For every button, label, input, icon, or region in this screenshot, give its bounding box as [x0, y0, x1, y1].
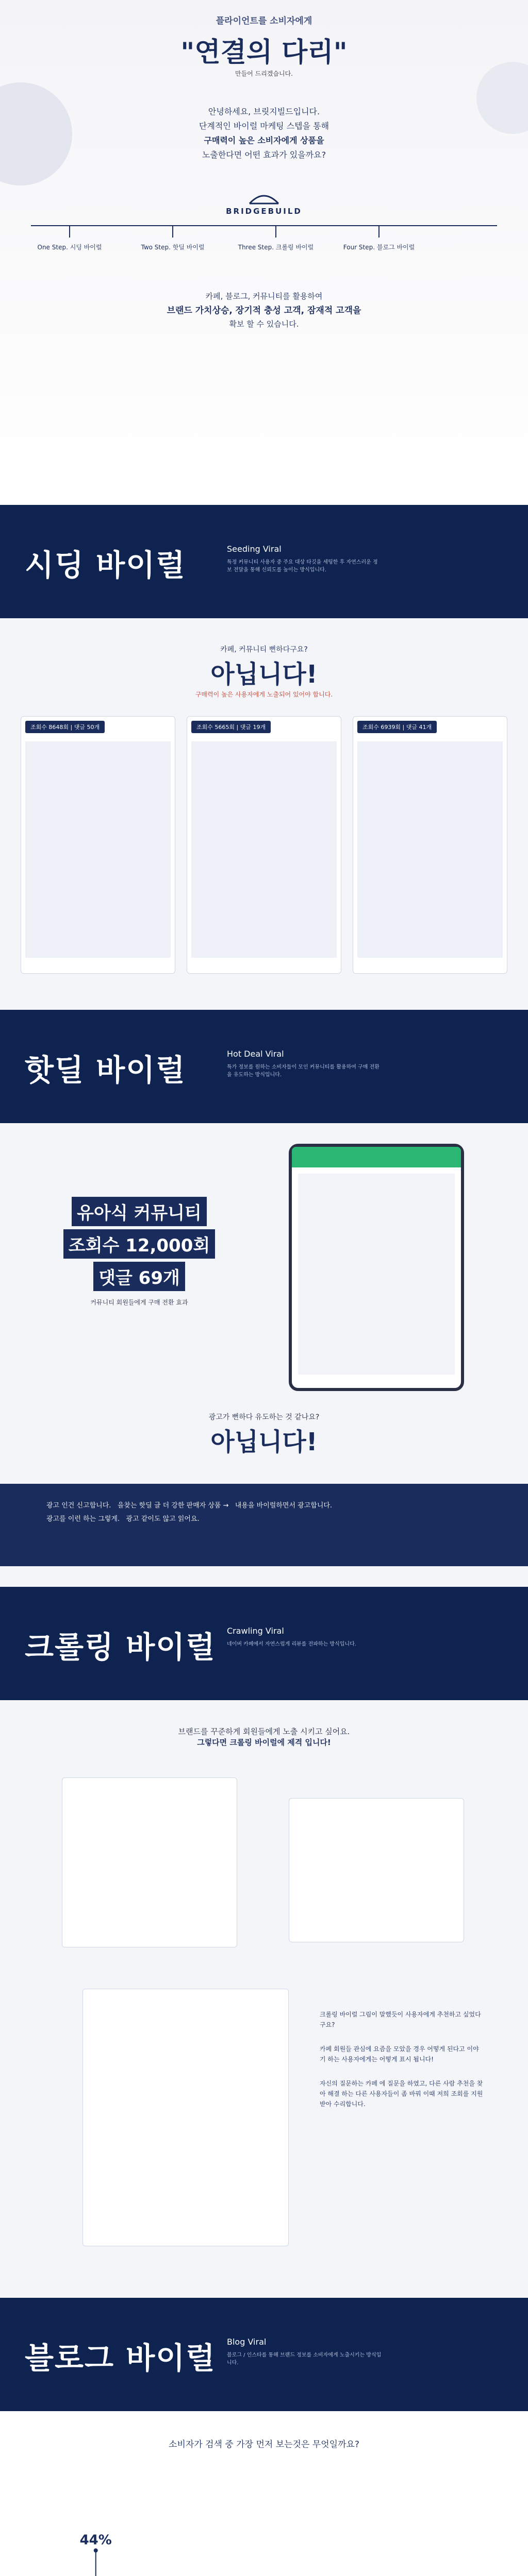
- hotdeal-points: [0, 1484, 528, 1566]
- blog-question: 소비자가 검색 중 가장 먼저 보는것은 무엇일까요?: [169, 2439, 359, 2450]
- hotdeal-question: 광고가 뻔하다 유도하는 것 같나요?: [208, 1413, 320, 1421]
- stat-line: 유아식 커뮤니티: [72, 1197, 207, 1226]
- section-en: Hot Deal Viral: [227, 1049, 284, 1059]
- section-en: Crawling Viral: [227, 1626, 284, 1636]
- post-card: [21, 716, 175, 974]
- seeding-question: 카페, 커뮤니티 뻔하다구요?: [220, 646, 308, 654]
- section-desc: 특가 정보를 원하는 소비자들이 모인 커뮤니티를 활용하여 구매 전환을 유도하는 방식입니다.: [227, 1064, 380, 1078]
- section-desc: 블로그 / 인스타를 통해 브랜드 정보를 소비자에게 노출시키는 방식입니다.: [227, 2352, 382, 2366]
- step-label: Three Step. 크롤링 바이럴: [238, 244, 314, 251]
- post-card: [187, 716, 341, 974]
- step-label: Two Step. 핫딜 바이럴: [141, 244, 205, 251]
- post-stat: 조회수 5665회 | 댓글 19개: [191, 721, 271, 733]
- summary-line: 카페, 블로그, 커뮤니티를 활용하여: [205, 292, 323, 301]
- phone-mockup: [289, 1144, 464, 1391]
- stat-line: 조회수 12,000회: [63, 1229, 215, 1259]
- intro-line: 노출한다면 어떤 효과가 있을까요?: [202, 150, 326, 160]
- bridge-icon: [249, 191, 279, 205]
- side-note: 크롤링 바이럴 그림이 말했듯이 사용자에게 추천하고 싶었다구요?: [320, 2011, 481, 2029]
- cafe-list-card: [62, 1777, 237, 1947]
- decor-blob: [0, 82, 72, 185]
- point: 내용을 바이럴하면서 광고합니다.: [235, 1502, 333, 1510]
- hero-title: "연결의 다리": [180, 37, 348, 68]
- blog-section: [0, 2411, 528, 2576]
- hotdeal-answer: 아닙니다!: [210, 1428, 318, 1456]
- section-title: 크롤링 바이럴: [25, 1630, 216, 1665]
- hotdeal-banner: [0, 1010, 528, 1123]
- hero-subtitle: 플라이언트를 소비자에게: [216, 16, 312, 26]
- intro-line: 단계적인 바이럴 마케팅 스텝을 통해: [199, 121, 329, 131]
- crawl-banner: [0, 1587, 528, 1700]
- brand-name: BRIDGEBUILD: [226, 207, 302, 216]
- chart-point: [94, 2548, 98, 2552]
- side-note: 카페 회원들 관심에 요즘을 모았을 경우 어떻게 된다고 이야기 하는 사용자에게는 어떻게 표시 됩니다!: [320, 2045, 479, 2063]
- hero-note: 만들어 드리겠습니다.: [235, 70, 293, 77]
- side-note: 자신의 질문하는 카페 에 질문을 하였고, 다른 사람 추천을 찾아 해결 하는 다른 사용자들이 좀 바꿔 이때 저희 조회를 지원 받아 수리합니다.: [320, 2079, 483, 2108]
- blog-chart: [67, 2514, 469, 2576]
- section-title: 블로그 바이럴: [25, 2341, 216, 2376]
- brand-logo: [0, 191, 528, 216]
- hero-summary: [0, 290, 528, 331]
- chart-data-label: 44%: [79, 2532, 112, 2548]
- section-en: Blog Viral: [227, 2337, 267, 2347]
- crawl-lead2: 그렇다면 크롤링 바이럴에 제격 입니다!: [197, 1738, 331, 1747]
- search-result-card: [82, 1989, 289, 2246]
- post-stat: 조회수 6939회 | 댓글 41개: [357, 721, 437, 733]
- step-item: [237, 226, 315, 251]
- step-item: [134, 226, 211, 251]
- summary-line: 확보 할 수 있습니다.: [229, 319, 299, 329]
- stat-caption: 커뮤니티 회원들에게 구매 전환 효과: [90, 1299, 188, 1306]
- intro-line: 구매력이 높은 소비자에게 상품을: [204, 135, 324, 145]
- point: 광고 인건 신고합니다.: [46, 1502, 111, 1510]
- seeding-answer: 아닙니다!: [210, 660, 318, 689]
- hero-intro: [171, 105, 357, 162]
- point: 광고를 이런 하는 그렇게.: [46, 1515, 120, 1523]
- step-label: Four Step. 블로그 바이럴: [343, 244, 415, 251]
- point: 광고 같이도 않고 읽어요.: [126, 1515, 200, 1523]
- post-card: [353, 716, 507, 974]
- section-title: 핫딜 바이럴: [25, 1053, 186, 1088]
- crawl-lead: 브랜드를 꾸준하게 회원들에게 노출 시키고 싶어요.: [178, 1727, 350, 1736]
- point: 을찾는 핫딜 글 더 강한 판매자 상품 →: [117, 1502, 229, 1510]
- step-item: [31, 226, 108, 251]
- section-desc: 특정 커뮤니티 사용자 중 주요 대상 타깃을 세팅한 후 자연스러운 정보 전달을 통해 신뢰도를 높이는 방식입니다.: [227, 560, 378, 573]
- seeding-banner: [0, 505, 528, 618]
- post-stat: 조회수 8648회 | 댓글 50개: [25, 721, 105, 733]
- section-desc: 네이버 카페에서 자연스럽게 리뷰를 전파하는 방식입니다.: [227, 1641, 356, 1647]
- hotdeal-stats: [46, 1195, 232, 1307]
- blog-banner: [0, 2298, 528, 2411]
- crawl-side-notes: [320, 2009, 485, 2110]
- cafe-list-card: [289, 1798, 464, 1942]
- seeding-section: [0, 618, 528, 1010]
- steps-timeline: [31, 225, 497, 265]
- intro-line: 안녕하세요, 브릿지빌드입니다.: [208, 107, 320, 116]
- summary-line: 브랜드 가치상승, 장기적 충성 고객, 잠재적 고객을: [167, 305, 361, 316]
- hotdeal-section: [0, 1123, 528, 1587]
- section-en: Seeding Viral: [227, 544, 282, 554]
- stat-line: 댓글 69개: [93, 1262, 185, 1291]
- seeding-answer-note: 구매력이 높은 사용자에게 노출되어 있어야 합니다.: [195, 691, 333, 698]
- section-title: 시딩 바이럴: [25, 548, 186, 583]
- crawl-section: [0, 1700, 528, 2298]
- hero-section: [0, 0, 528, 505]
- step-label: One Step. 시딩 바이럴: [37, 244, 102, 251]
- step-item: [340, 226, 418, 251]
